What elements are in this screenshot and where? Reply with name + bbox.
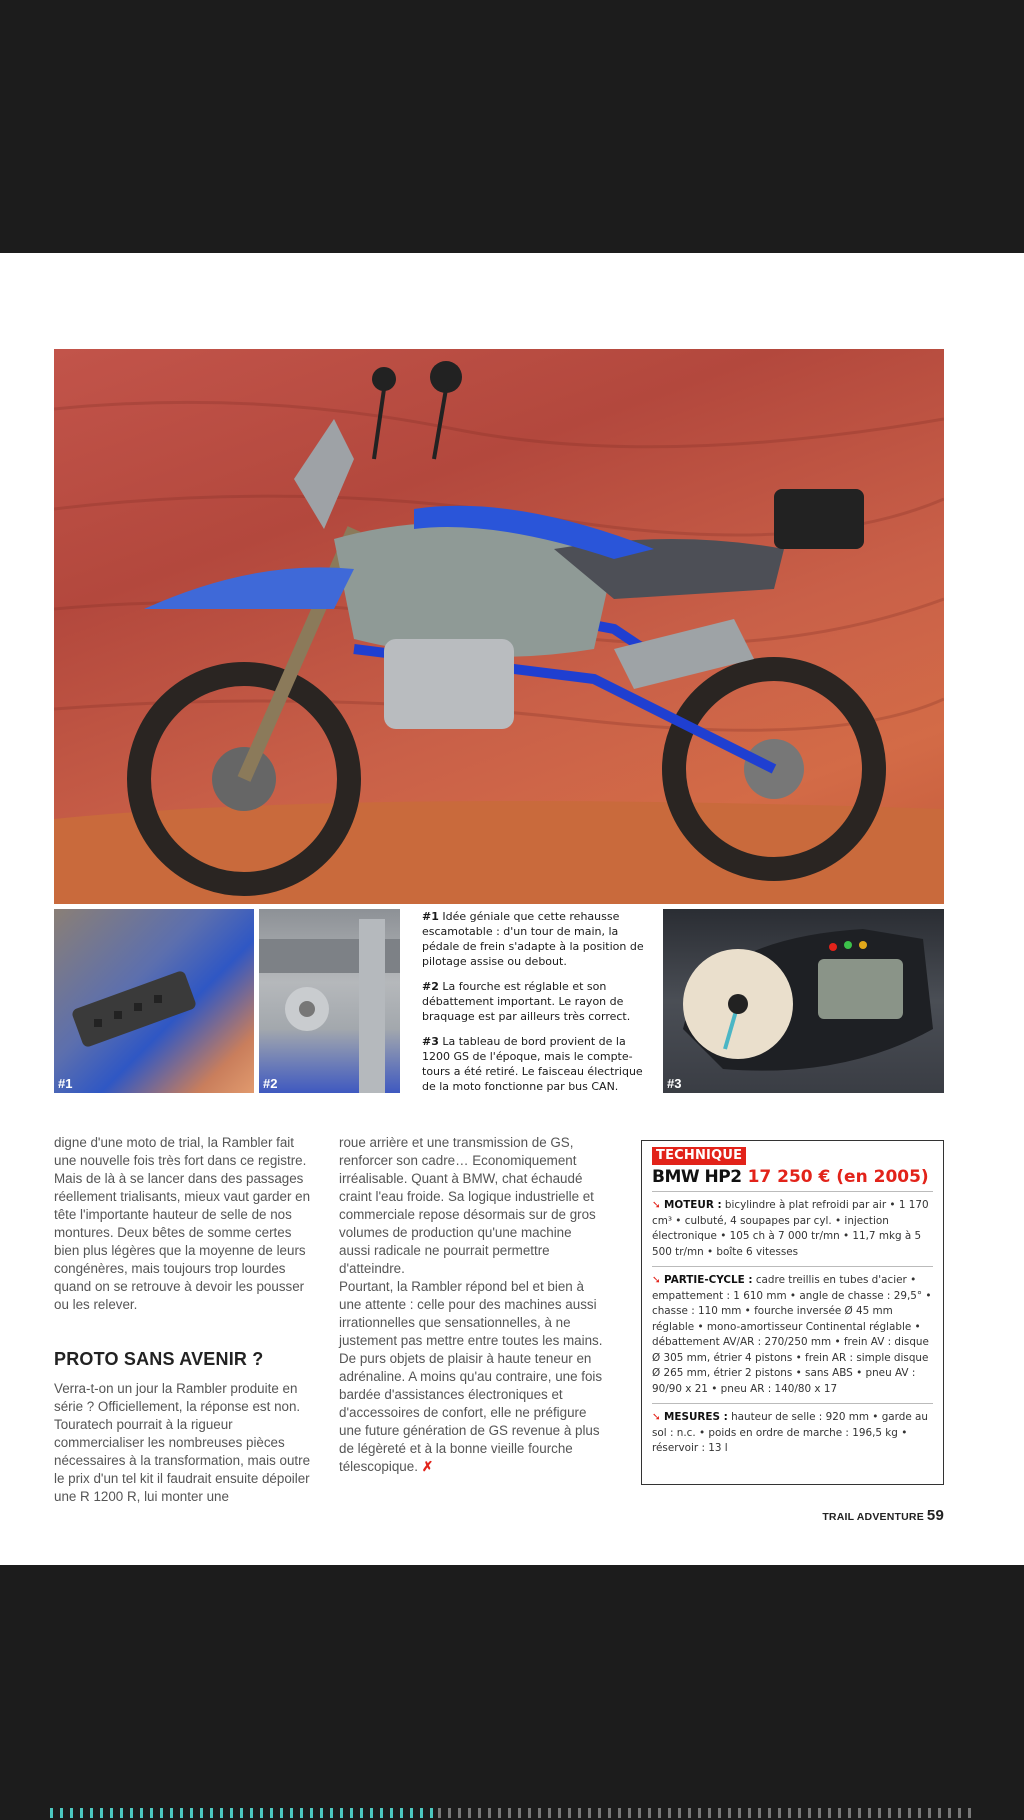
- motorcycle-illustration: [54, 349, 944, 904]
- main-motorcycle-photo: [54, 349, 944, 904]
- divider: [652, 1266, 933, 1267]
- caption-2: #2 La fourche est réglable et son débattement important. Le rayon de braquage est par ailleurs très correct.: [422, 980, 631, 1023]
- page-scrubber[interactable]: [50, 1808, 974, 1818]
- technique-section-mesures: ➘ MESURES : hauteur de selle : 920 mm • garde au sol : n.c. • poids en ordre de marche : 196,5 kg • réservoir : 13 l: [652, 1411, 929, 1454]
- section-heading: PROTO SANS AVENIR ?: [54, 1349, 264, 1369]
- caption-3: #3 La tableau de bord provient de la 1200 GS de l'époque, mais le compte-tours a été retiré. Le faisceau électrique de la moto fonctionne par bus CAN.: [422, 1035, 643, 1093]
- technique-section-partie-cycle: ➘ PARTIE-CYCLE : cadre treillis en tubes d'acier • empattement : 1 610 mm • angle de chasse : 29,5° • chasse : 110 mm • fourche inversée Ø 45 mm réglable • mono-amortisseur Continental réglable • débattement AV/AR : 270/250 mm • frein AV : disque Ø 305 mm, étrier 4 pistons • frein AR : simple disque Ø 265 mm, étrier 2 pistons • sans ABS • pneu AV : 90/90 x 21 • pneu AR : 140/80 x 17: [652, 1274, 932, 1395]
- page-footer: TRAIL ADVENTURE 59: [822, 1507, 944, 1524]
- thumb-label-2: #2: [263, 1076, 278, 1091]
- technique-title: BMW HP2 17 250 € (en 2005): [652, 1166, 929, 1187]
- technique-price: 17 250 € (en 2005): [747, 1166, 929, 1187]
- article-paragraph: digne d'une moto de trial, la Rambler fait une nouvelle fois très fort dans ce registre. Mais de là à se lancer dans des passages réellement trialisants, mieux vaut garder en tête l'importante hauteur de selle de nos montures. Deux bêtes de somme certes bien plus légères que la moyenne de leurs congénères, mais toujours trop lourdes quand on se retrouve à devoir les pousser ou les relever.: [54, 1135, 311, 1312]
- scrubber-progress: [50, 1808, 438, 1818]
- footpeg-illustration: [54, 909, 254, 1093]
- page-number: 59: [926, 1507, 944, 1524]
- article-column-left: [54, 1134, 316, 1506]
- caption-1: #1 Idée géniale que cette rehausse escamotable : d'un tour de main, la pédale de frein s'adapte à la position de pilotage assise ou debout.: [422, 910, 644, 968]
- technique-section-moteur: ➘ MOTEUR : bicylindre à plat refroidi par air • 1 170 cm³ • culbuté, 4 soupapes par cyl. • injection électronique • 105 ch à 7 000 tr/mn • 11,7 mkg à 5 500 tr/mn • boîte 6 vitesses: [652, 1199, 929, 1258]
- article-paragraph-final: Pourtant, la Rambler répond bel et bien à une attente : celle pour des machines aussi irrationnelles que sensationnelles, à ne justement pas mettre entre toutes les mains. De purs objets de plaisir à haute teneur en adrénaline. A moins qu'au contraire, une fois bardée d'assistances électroniques et d'accessoires de confort, elle ne préfigure une future génération de GS revenue à plus de légèreté et à la bonne vieille fourche télescopique. ✗: [339, 1279, 603, 1474]
- thumb-label-1: #1: [58, 1076, 73, 1091]
- scrubber-track: [438, 1808, 974, 1818]
- thumb-label-3: #3: [667, 1076, 682, 1091]
- arrow-icon: ➘: [652, 1411, 661, 1423]
- end-mark-icon: ✗: [421, 1459, 434, 1474]
- thumbnail-photo-footpeg: [54, 909, 254, 1093]
- article-column-middle: [339, 1134, 604, 1476]
- divider: [652, 1403, 933, 1404]
- magazine-page: [0, 253, 1024, 1565]
- divider: [652, 1191, 933, 1192]
- fork-illustration: [259, 909, 400, 1093]
- article-paragraph: Verra-t-on un jour la Rambler produite en série ? Officiellement, la réponse est non. Touratech pourrait à la rigueur commercialiser les nombreuses pièces nécessaires à la transformation, mais outre le prix d'un tel kit il faudrait ensuite dépoiler une R 1200 R, lui monter une: [54, 1381, 311, 1504]
- technique-box: [641, 1140, 944, 1485]
- photo-captions: [422, 909, 647, 1104]
- technique-badge: TECHNIQUE: [652, 1147, 746, 1165]
- article-paragraph: roue arrière et une transmission de GS, renforcer son cadre… Economiquement irréalisable. Quant à BMW, chat échaudé craint l'eau froide. Sa logique industrielle et commerciale repose désormais sur de gros volumes de production qu'une machine aussi radicale ne pourrait permettre d'atteindre.: [339, 1135, 596, 1276]
- arrow-icon: ➘: [652, 1199, 661, 1211]
- thumbnail-photo-fork: [259, 909, 400, 1093]
- thumbnail-photo-dashboard: [663, 909, 944, 1093]
- dashboard-illustration: [663, 909, 944, 1093]
- arrow-icon: ➘: [652, 1274, 661, 1286]
